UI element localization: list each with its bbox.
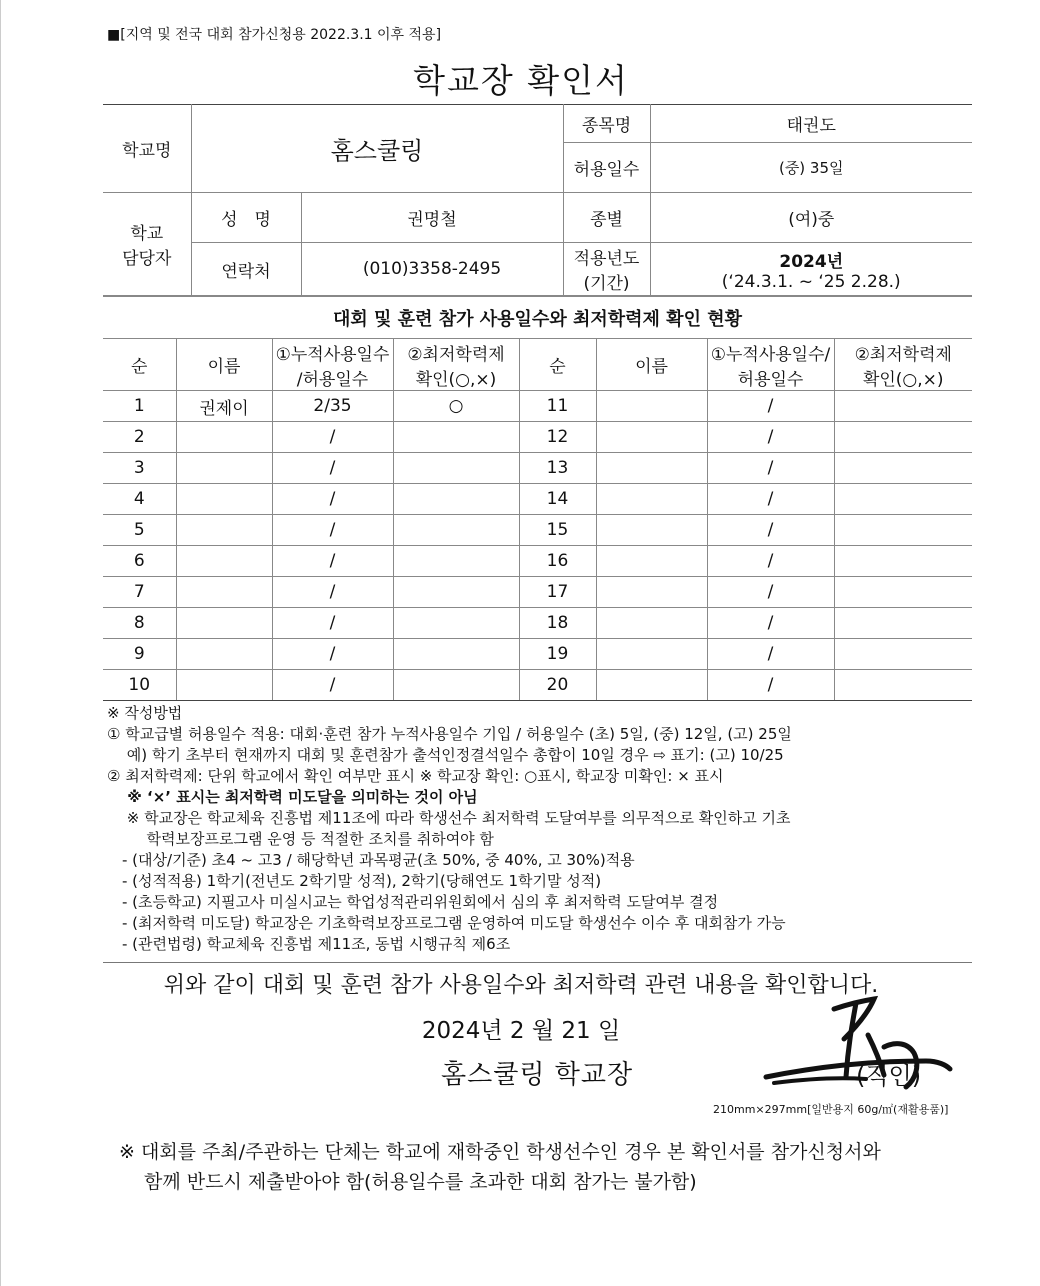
col-check-right-l2: 확인(○,×): [862, 369, 944, 390]
table-row: [103, 577, 972, 608]
col-order-right: 순: [519, 339, 596, 391]
row-days: 2/35: [272, 391, 393, 422]
row-check: ○: [393, 391, 519, 422]
row-order: 14: [519, 484, 596, 515]
row-name: [596, 670, 707, 701]
instruction-line: ① 학교급별 허용일수 적용: 대회·훈련 참가 누적사용일수 기입 / 허용일수 (초) 5일, (중) 12일, (고) 25일: [107, 725, 792, 743]
row-days: /: [707, 453, 834, 484]
row-check: [393, 639, 519, 670]
year-label: [563, 243, 650, 296]
row-order: 18: [519, 608, 596, 639]
row-name: [176, 639, 272, 670]
row-check: [834, 608, 972, 639]
row-check: [834, 515, 972, 546]
row-check: [834, 453, 972, 484]
row-days: /: [272, 515, 393, 546]
table-row: [103, 484, 972, 515]
row-check: [834, 391, 972, 422]
allowed-value: (중) 35일: [650, 143, 972, 193]
row-name: [596, 422, 707, 453]
footer-line1: ※ 대회를 주최/주관하는 단체는 학교에 재학중인 학생선수인 경우 본 확인서를 참가신청서와: [119, 1141, 881, 1163]
row-name: [176, 546, 272, 577]
page-title: 학교장 확인서: [413, 61, 629, 100]
principal-name: 홈스쿨링 학교장: [441, 1060, 634, 1090]
instruction-line: - (대상/기준) 초4 ~ 고3 / 해당학년 과목평균(초 50%, 중 40%, 고 30%)적용: [107, 851, 635, 869]
row-order: 4: [103, 484, 176, 515]
col-days-right-l2: 허용일수: [737, 369, 804, 390]
col-check-left: [393, 339, 519, 391]
row-name: [176, 484, 272, 515]
table-row: [103, 453, 972, 484]
row-check: [834, 577, 972, 608]
row-name: [176, 453, 272, 484]
row-name: [596, 577, 707, 608]
row-days: /: [272, 639, 393, 670]
row-days: /: [272, 484, 393, 515]
table-row: [103, 515, 972, 546]
year-value: [650, 243, 972, 296]
row-order: 19: [519, 639, 596, 670]
row-days: /: [707, 484, 834, 515]
row-order: 12: [519, 422, 596, 453]
table-row: [103, 391, 972, 422]
row-order: 9: [103, 639, 176, 670]
records-table: [103, 296, 972, 701]
divider: [103, 962, 972, 963]
row-check: [393, 608, 519, 639]
seal-label: (직인): [856, 1062, 922, 1090]
col-check-right: [834, 339, 972, 391]
row-check: [393, 670, 519, 701]
row-name: 권제이: [176, 391, 272, 422]
table-row: [103, 608, 972, 639]
row-check: [393, 577, 519, 608]
row-days: /: [707, 577, 834, 608]
row-days: /: [272, 670, 393, 701]
col-check-left-l2: 확인(○,×): [415, 369, 497, 390]
row-order: 16: [519, 546, 596, 577]
col-days-left-l2: /허용일수: [296, 369, 369, 390]
row-name: [596, 515, 707, 546]
row-name: [596, 608, 707, 639]
row-check: [834, 484, 972, 515]
col-days-right-l1: ①누적사용일수/: [710, 344, 831, 365]
row-check: [834, 546, 972, 577]
records-body: [103, 391, 972, 701]
row-check: [834, 670, 972, 701]
name-value: 권명철: [301, 193, 563, 243]
table-row: [103, 639, 972, 670]
col-check-right-l1: ②최저학력제: [854, 344, 952, 365]
instruction-line: ※ ‘×’ 표시는 최저학력 미도달을 의미하는 것이 아님: [107, 788, 478, 806]
row-days: /: [707, 670, 834, 701]
footer-note: [119, 1137, 881, 1197]
confirm-statement: 위와 같이 대회 및 훈련 참가 사용일수와 최저학력 관련 내용을 확인합니다.: [163, 973, 879, 998]
table-row: [103, 546, 972, 577]
row-order: 8: [103, 608, 176, 639]
row-name: [596, 391, 707, 422]
col-check-left-l1: ②최저학력제: [407, 344, 505, 365]
row-order: 3: [103, 453, 176, 484]
footer-line2: 함께 반드시 제출받아야 함(허용일수를 초과한 대회 참가는 불가함): [119, 1171, 697, 1193]
row-name: [596, 484, 707, 515]
instruction-line: - (성적적용) 1학기(전년도 2학기말 성적), 2학기(당해연도 1학기말 성적): [107, 872, 602, 890]
row-name: [176, 515, 272, 546]
row-days: /: [272, 453, 393, 484]
table-row: [103, 670, 972, 701]
row-check: [393, 484, 519, 515]
row-name: [176, 422, 272, 453]
row-days: /: [707, 608, 834, 639]
instruction-line: 학력보장프로그램 운영 등 적절한 조치를 취하여야 함: [107, 830, 494, 848]
row-order: 2: [103, 422, 176, 453]
kind-label: 종별: [563, 193, 650, 243]
row-check: [393, 422, 519, 453]
row-days: /: [272, 546, 393, 577]
col-days-left: [272, 339, 393, 391]
row-order: 11: [519, 391, 596, 422]
row-days: /: [707, 639, 834, 670]
row-order: 7: [103, 577, 176, 608]
col-days-right: [707, 339, 834, 391]
section-title: 대회 및 훈련 참가 사용일수와 최저학력제 확인 현황: [103, 297, 972, 339]
row-name: [176, 577, 272, 608]
row-days: /: [707, 391, 834, 422]
row-order: 13: [519, 453, 596, 484]
instruction-line: - (최저학력 미도달) 학교장은 기초학력보장프로그램 운영하여 미도달 학생선수 이수 후 대회참가 가능: [107, 914, 786, 932]
row-check: [393, 546, 519, 577]
sport-value: 태권도: [650, 105, 972, 143]
col-name-left: 이름: [176, 339, 272, 391]
instructions: [107, 703, 977, 955]
row-name: [596, 639, 707, 670]
row-days: /: [707, 515, 834, 546]
year-value-line1: 2024년: [779, 251, 844, 272]
top-note: ■[지역 및 전국 대회 참가신청용 2022.3.1 이후 적용]: [107, 27, 442, 43]
manager-label-line2: 담당자: [122, 249, 172, 269]
row-name: [176, 608, 272, 639]
school-value: 홈스쿨링: [191, 105, 563, 193]
issue-date: 2024년 2 월 21 일: [421, 1018, 621, 1044]
manager-label: [103, 193, 191, 296]
col-name-right: 이름: [596, 339, 707, 391]
manager-label-line1: 학교: [130, 224, 164, 244]
row-name: [596, 453, 707, 484]
paper-spec: 210mm×297mm[일반용지 60g/㎡(재활용품)]: [713, 1103, 949, 1116]
name-label: 성 명: [191, 193, 301, 243]
instruction-line: ※ 작성방법: [107, 704, 183, 722]
row-order: 10: [103, 670, 176, 701]
row-check: [834, 422, 972, 453]
row-order: 6: [103, 546, 176, 577]
instruction-line: - (관련법령) 학교체육 진흥법 제11조, 동법 시행규칙 제6조: [107, 935, 511, 953]
row-days: /: [272, 422, 393, 453]
year-label-line2: (기간): [583, 274, 630, 294]
info-table: [103, 104, 972, 296]
contact-value: (010)3358-2495: [301, 243, 563, 296]
row-days: /: [272, 577, 393, 608]
instruction-line: - (초등학교) 지필고사 미실시교는 학업성적관리위원회에서 심의 후 최저학력 도달여부 결정: [107, 893, 719, 911]
instruction-line: ② 최저학력제: 단위 학교에서 확인 여부만 표시 ※ 학교장 확인: ○표시, 학교장 미확인: × 표시: [107, 767, 724, 785]
row-check: [393, 515, 519, 546]
row-check: [393, 453, 519, 484]
signature-image: [756, 995, 956, 1100]
col-days-left-l1: ①누적사용일수: [275, 344, 390, 365]
table-row: [103, 422, 972, 453]
row-days: /: [707, 546, 834, 577]
instruction-line: 예) 학기 초부터 현재까지 대회 및 훈련참가 출석인정결석일수 총합이 10일 경우 ⇨ 표기: (고) 10/25: [107, 746, 784, 764]
kind-value: (여)중: [650, 193, 972, 243]
school-label: 학교명: [103, 105, 191, 193]
row-name: [596, 546, 707, 577]
contact-label: 연락처: [191, 243, 301, 296]
row-order: 17: [519, 577, 596, 608]
col-order-left: 순: [103, 339, 176, 391]
year-label-line1: 적용년도: [573, 249, 640, 269]
year-value-line2: (‘24.3.1. ~ ‘25 2.28.): [721, 271, 901, 292]
row-name: [176, 670, 272, 701]
row-days: /: [272, 608, 393, 639]
row-order: 5: [103, 515, 176, 546]
row-days: /: [707, 422, 834, 453]
sport-label: 종목명: [563, 105, 650, 143]
row-order: 15: [519, 515, 596, 546]
row-check: [834, 639, 972, 670]
instruction-line: ※ 학교장은 학교체육 진흥법 제11조에 따라 학생선수 최저학력 도달여부를 의무적으로 확인하고 기초: [107, 809, 791, 827]
row-order: 1: [103, 391, 176, 422]
allowed-label: 허용일수: [563, 143, 650, 193]
row-order: 20: [519, 670, 596, 701]
